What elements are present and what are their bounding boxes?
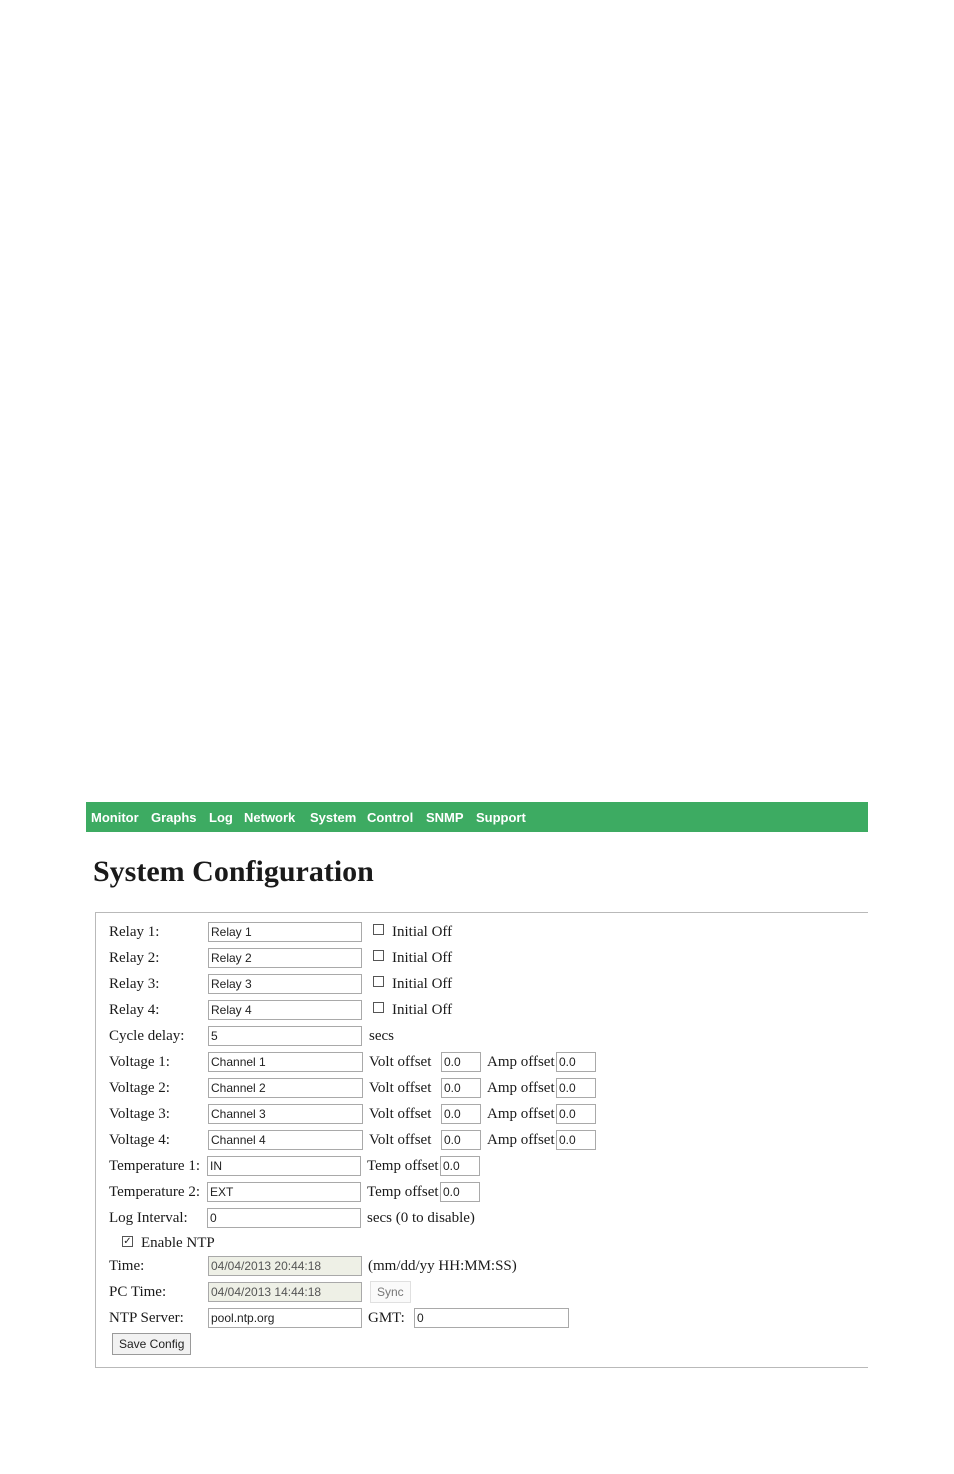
relay-row <box>95 921 868 945</box>
nav-network[interactable]: Network <box>244 810 296 825</box>
volt-offset-input[interactable] <box>441 1130 481 1150</box>
volt-offset-input[interactable] <box>441 1078 481 1098</box>
relay-name-input[interactable] <box>208 922 362 942</box>
initial-off-label: Initial Off <box>392 976 453 992</box>
voltage-label: Voltage 4: <box>109 1132 170 1148</box>
voltage-name-input[interactable] <box>208 1130 363 1150</box>
volt-offset-input[interactable] <box>441 1104 481 1124</box>
amp-offset-label: Amp offset <box>487 1106 555 1122</box>
nav-log[interactable]: Log <box>209 810 233 825</box>
time-label: Time: <box>109 1258 145 1274</box>
voltage-name-input[interactable] <box>208 1052 363 1072</box>
relay-label: Relay 2: <box>109 950 160 966</box>
enable-ntp-row <box>95 1233 868 1257</box>
page-title: System Configuration <box>93 855 374 888</box>
check-mark-icon: ✓ <box>123 1236 132 1247</box>
nav-support[interactable]: Support <box>476 810 526 825</box>
temperature-name-input[interactable] <box>207 1182 361 1202</box>
amp-offset-label: Amp offset <box>487 1132 555 1148</box>
temperature-label: Temperature 1: <box>109 1158 200 1174</box>
temperature-row <box>95 1181 868 1205</box>
nav-graphs[interactable]: Graphs <box>151 810 197 825</box>
relay-name-input[interactable] <box>208 974 362 994</box>
log-interval-input[interactable] <box>207 1208 361 1228</box>
log-interval-label: Log Interval: <box>109 1210 188 1226</box>
log-interval-row <box>95 1207 868 1231</box>
cycle-delay-label: Cycle delay: <box>109 1028 185 1044</box>
voltage-row <box>95 1103 868 1127</box>
relay-label: Relay 3: <box>109 976 160 992</box>
enable-ntp-checkbox[interactable] <box>122 1236 133 1247</box>
temperature-name-input[interactable] <box>207 1156 361 1176</box>
relay-label: Relay 1: <box>109 924 160 940</box>
volt-offset-input[interactable] <box>441 1052 481 1072</box>
temp-offset-input[interactable] <box>440 1182 480 1202</box>
nav-bar <box>86 802 868 832</box>
relay-name-input[interactable] <box>208 948 362 968</box>
pc-time-label: PC Time: <box>109 1284 167 1300</box>
relay-row <box>95 973 868 997</box>
initial-off-checkbox[interactable] <box>373 950 384 961</box>
gmt-label: GMT: <box>368 1310 405 1326</box>
log-interval-unit: secs (0 to disable) <box>367 1210 475 1226</box>
ntp-server-label: NTP Server: <box>109 1310 184 1326</box>
voltage-row <box>95 1129 868 1153</box>
temp-offset-label: Temp offset <box>367 1158 439 1174</box>
time-field <box>208 1256 362 1276</box>
volt-offset-label: Volt offset <box>369 1132 432 1148</box>
amp-offset-input[interactable] <box>556 1052 596 1072</box>
temperature-row <box>95 1155 868 1179</box>
cycle-delay-unit: secs <box>369 1028 394 1044</box>
nav-system[interactable]: System <box>310 810 357 825</box>
temp-offset-label: Temp offset <box>367 1184 439 1200</box>
voltage-name-input[interactable] <box>208 1078 363 1098</box>
temperature-label: Temperature 2: <box>109 1184 200 1200</box>
relay-name-input[interactable] <box>208 1000 362 1020</box>
save-config-button[interactable]: Save Config <box>112 1333 191 1355</box>
time-row <box>95 1255 868 1279</box>
cycle-delay-input[interactable] <box>208 1026 362 1046</box>
initial-off-label: Initial Off <box>392 1002 453 1018</box>
initial-off-label: Initial Off <box>392 950 453 966</box>
save-row <box>95 1333 868 1357</box>
relay-row <box>95 947 868 971</box>
initial-off-checkbox[interactable] <box>373 976 384 987</box>
time-format-hint: (mm/dd/yy HH:MM:SS) <box>368 1258 517 1274</box>
gmt-input[interactable] <box>414 1308 569 1328</box>
voltage-label: Voltage 2: <box>109 1080 170 1096</box>
ntp-server-input[interactable] <box>208 1308 362 1328</box>
amp-offset-input[interactable] <box>556 1104 596 1124</box>
voltage-row <box>95 1077 868 1101</box>
volt-offset-label: Volt offset <box>369 1106 432 1122</box>
enable-ntp-label: Enable NTP <box>141 1235 215 1251</box>
pc-time-row <box>95 1281 868 1305</box>
amp-offset-label: Amp offset <box>487 1080 555 1096</box>
relay-row <box>95 999 868 1023</box>
relay-label: Relay 4: <box>109 1002 160 1018</box>
nav-control[interactable]: Control <box>367 810 414 825</box>
temp-offset-input[interactable] <box>440 1156 480 1176</box>
amp-offset-input[interactable] <box>556 1130 596 1150</box>
volt-offset-label: Volt offset <box>369 1080 432 1096</box>
voltage-name-input[interactable] <box>208 1104 363 1124</box>
voltage-label: Voltage 1: <box>109 1054 170 1070</box>
nav-monitor[interactable]: Monitor <box>91 810 139 825</box>
voltage-row <box>95 1051 868 1075</box>
nav-snmp[interactable]: SNMP <box>426 810 464 825</box>
volt-offset-label: Volt offset <box>369 1054 432 1070</box>
initial-off-label: Initial Off <box>392 924 453 940</box>
ntp-server-row <box>95 1307 868 1331</box>
sync-button[interactable]: Sync <box>370 1281 411 1303</box>
initial-off-checkbox[interactable] <box>373 1002 384 1013</box>
cycle-delay-row <box>95 1025 868 1049</box>
amp-offset-label: Amp offset <box>487 1054 555 1070</box>
pc-time-field <box>208 1282 362 1302</box>
voltage-label: Voltage 3: <box>109 1106 170 1122</box>
amp-offset-input[interactable] <box>556 1078 596 1098</box>
initial-off-checkbox[interactable] <box>373 924 384 935</box>
